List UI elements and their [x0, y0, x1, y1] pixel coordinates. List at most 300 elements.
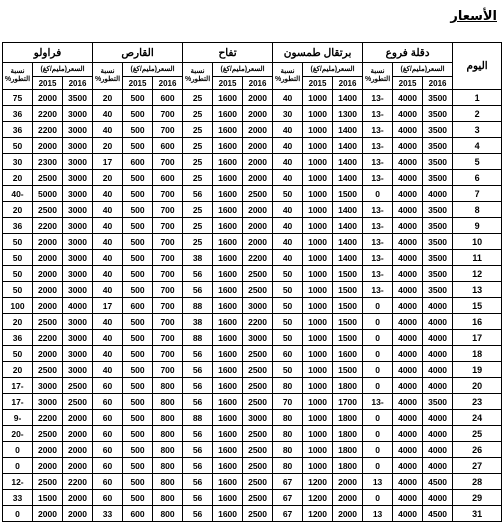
price-2016-cell: 3500 [423, 122, 453, 138]
change-percent-cell: 50 [273, 282, 303, 298]
year-2016-header: 2016 [333, 77, 363, 90]
change-percent-cell: 88 [183, 330, 213, 346]
change-percent-cell: 0 [363, 298, 393, 314]
change-percent-cell: 20 [3, 202, 33, 218]
price-2016-cell: 1800 [333, 410, 363, 426]
change-percent-cell: 67 [273, 506, 303, 522]
table-row [3, 138, 502, 154]
change-percent-cell: 67 [273, 490, 303, 506]
change-percent-cell: 40 [93, 106, 123, 122]
change-percent-cell: 20- [3, 426, 33, 442]
price-2016-cell: 2000 [333, 506, 363, 522]
day-cell: 24 [453, 410, 502, 426]
change-percent-cell: 0 [363, 442, 393, 458]
year-2016-header: 2016 [423, 77, 453, 90]
change-percent-cell: 40 [93, 330, 123, 346]
change-percent-cell: 50 [273, 186, 303, 202]
change-percent-cell: 20 [93, 90, 123, 106]
price-2015-cell: 4000 [393, 458, 423, 474]
price-2016-cell: 1600 [333, 346, 363, 362]
change-percent-cell: 0 [3, 442, 33, 458]
price-2015-cell: 3000 [33, 378, 63, 394]
price-2015-cell: 2000 [33, 458, 63, 474]
price-2016-cell: 2000 [333, 474, 363, 490]
price-2016-cell: 700 [153, 314, 183, 330]
table-row [3, 202, 502, 218]
price-2015-cell: 500 [123, 490, 153, 506]
price-2016-cell: 800 [153, 458, 183, 474]
change-percent-cell: 80 [273, 442, 303, 458]
price-2015-cell: 500 [123, 458, 153, 474]
change-percent-cell: 13- [363, 122, 393, 138]
price-2016-cell: 3500 [423, 202, 453, 218]
price-2015-cell: 1600 [213, 442, 243, 458]
price-2015-cell: 4000 [393, 282, 423, 298]
price-2015-cell: 600 [123, 506, 153, 522]
price-2016-cell: 2500 [243, 186, 273, 202]
price-2015-cell: 1000 [303, 314, 333, 330]
change-percent-cell: 30 [3, 154, 33, 170]
change-percent-cell: 13- [363, 90, 393, 106]
price-2016-cell: 700 [153, 266, 183, 282]
change-percent-cell: 36 [3, 122, 33, 138]
day-cell: 28 [453, 474, 502, 490]
change-percent-cell: 13- [363, 282, 393, 298]
price-2015-cell: 1000 [303, 346, 333, 362]
product-header-orange: برتقال طمسون [273, 43, 363, 63]
price-2015-cell: 500 [123, 394, 153, 410]
price-2016-cell: 3000 [63, 362, 93, 378]
price-2016-cell: 700 [153, 362, 183, 378]
change-percent-cell: 100 [3, 298, 33, 314]
price-2016-cell: 2000 [243, 170, 273, 186]
change-percent-cell: 50 [3, 346, 33, 362]
price-2015-cell: 2000 [33, 298, 63, 314]
table-row [3, 346, 502, 362]
change-percent-cell: 0 [3, 458, 33, 474]
change-percent-cell: 60 [93, 378, 123, 394]
year-2015-header: 2015 [213, 77, 243, 90]
price-2015-cell: 1000 [303, 426, 333, 442]
product-header-apple: تفاح [183, 43, 273, 63]
price-2016-cell: 3000 [63, 218, 93, 234]
price-2016-cell: 1400 [333, 122, 363, 138]
price-2016-cell: 4000 [423, 458, 453, 474]
change-percent-header: نسبة التطور% [363, 63, 393, 90]
change-percent-cell: 40 [93, 234, 123, 250]
price-2015-cell: 2200 [33, 410, 63, 426]
table-row [3, 442, 502, 458]
price-2015-cell: 4000 [393, 138, 423, 154]
price-2016-cell: 1300 [333, 106, 363, 122]
year-2015-header: 2015 [33, 77, 63, 90]
price-2015-cell: 2200 [33, 218, 63, 234]
price-2016-cell: 1400 [333, 170, 363, 186]
day-cell: 8 [453, 202, 502, 218]
price-2016-cell: 700 [153, 186, 183, 202]
price-2015-cell: 4000 [393, 490, 423, 506]
price-2015-cell: 1000 [303, 122, 333, 138]
price-2015-cell: 4000 [393, 394, 423, 410]
change-percent-cell: 30 [273, 106, 303, 122]
price-2015-cell: 1600 [213, 474, 243, 490]
price-2015-cell: 1000 [303, 218, 333, 234]
price-2015-cell: 500 [123, 234, 153, 250]
table-row [3, 394, 502, 410]
price-2015-cell: 500 [123, 138, 153, 154]
change-percent-cell: 40 [93, 362, 123, 378]
year-2015-header: 2015 [303, 77, 333, 90]
price-2015-cell: 500 [123, 170, 153, 186]
price-2016-cell: 3000 [63, 122, 93, 138]
price-2016-cell: 1800 [333, 426, 363, 442]
price-2016-cell: 4000 [423, 186, 453, 202]
price-2015-cell: 500 [123, 122, 153, 138]
table-row [3, 330, 502, 346]
price-2016-cell: 1500 [333, 362, 363, 378]
price-2016-cell: 800 [153, 410, 183, 426]
price-2015-cell: 4000 [393, 330, 423, 346]
price-2016-cell: 700 [153, 250, 183, 266]
price-2015-cell: 4000 [393, 442, 423, 458]
day-cell: 12 [453, 266, 502, 282]
change-percent-header: نسبة التطور% [183, 63, 213, 90]
change-percent-cell: 33 [3, 490, 33, 506]
price-2016-cell: 3000 [63, 186, 93, 202]
price-2016-cell: 3000 [63, 330, 93, 346]
price-2015-cell: 2000 [33, 266, 63, 282]
price-2015-cell: 2000 [33, 138, 63, 154]
change-percent-cell: 40- [3, 186, 33, 202]
change-percent-cell: 0 [363, 426, 393, 442]
price-2015-cell: 1600 [213, 458, 243, 474]
change-percent-cell: 40 [273, 170, 303, 186]
price-2016-cell: 3000 [63, 170, 93, 186]
price-2016-cell: 1400 [333, 202, 363, 218]
price-2015-cell: 4000 [393, 362, 423, 378]
product-header-dates: دقلة فروع [363, 43, 453, 63]
price-2015-cell: 4000 [393, 234, 423, 250]
price-2016-cell: 4000 [423, 330, 453, 346]
price-2015-cell: 1600 [213, 234, 243, 250]
price-2015-cell: 1600 [213, 330, 243, 346]
price-2015-cell: 1600 [213, 282, 243, 298]
price-2015-cell: 1000 [303, 250, 333, 266]
change-percent-cell: 25 [183, 122, 213, 138]
price-2016-cell: 800 [153, 474, 183, 490]
price-2016-cell: 800 [153, 426, 183, 442]
price-2015-cell: 1600 [213, 186, 243, 202]
change-percent-cell: 60 [93, 410, 123, 426]
price-2015-cell: 4000 [393, 170, 423, 186]
price-2016-cell: 2000 [243, 90, 273, 106]
change-percent-cell: 13- [363, 266, 393, 282]
price-2015-cell: 2000 [33, 234, 63, 250]
day-cell: 10 [453, 234, 502, 250]
price-2016-cell: 1800 [333, 458, 363, 474]
price-2016-cell: 3000 [243, 298, 273, 314]
day-cell: 17 [453, 330, 502, 346]
price-2016-cell: 3500 [423, 90, 453, 106]
price-2016-cell: 3000 [63, 346, 93, 362]
price-2016-cell: 800 [153, 378, 183, 394]
change-percent-cell: 38 [183, 314, 213, 330]
price-2015-cell: 2200 [33, 122, 63, 138]
change-percent-cell: 40 [273, 202, 303, 218]
change-percent-cell: 0 [363, 314, 393, 330]
price-2016-cell: 1800 [333, 378, 363, 394]
price-2016-cell: 2200 [63, 474, 93, 490]
price-2015-cell: 1600 [213, 138, 243, 154]
price-2016-cell: 700 [153, 282, 183, 298]
price-2015-cell: 5000 [33, 186, 63, 202]
change-percent-cell: 36 [3, 218, 33, 234]
price-2016-cell: 1700 [333, 394, 363, 410]
price-2016-cell: 1400 [333, 250, 363, 266]
change-percent-cell: 13- [363, 234, 393, 250]
change-percent-cell: 40 [93, 314, 123, 330]
day-cell: 20 [453, 378, 502, 394]
price-2015-cell: 1600 [213, 426, 243, 442]
price-2016-cell: 2500 [243, 394, 273, 410]
price-2016-cell: 700 [153, 202, 183, 218]
price-2016-cell: 1500 [333, 298, 363, 314]
change-percent-cell: 60 [273, 346, 303, 362]
day-cell: 5 [453, 154, 502, 170]
price-2015-cell: 1000 [303, 138, 333, 154]
price-2015-cell: 1000 [303, 330, 333, 346]
change-percent-cell: 0 [363, 378, 393, 394]
price-2016-cell: 2500 [243, 426, 273, 442]
price-2015-cell: 2200 [33, 330, 63, 346]
price-2015-cell: 1000 [303, 154, 333, 170]
price-2016-cell: 4000 [63, 298, 93, 314]
change-percent-cell: 56 [183, 442, 213, 458]
price-2016-cell: 3500 [423, 234, 453, 250]
table-row [3, 298, 502, 314]
change-percent-cell: 0 [363, 330, 393, 346]
price-2015-cell: 1600 [213, 122, 243, 138]
price-2016-cell: 700 [153, 330, 183, 346]
change-percent-cell: 40 [273, 218, 303, 234]
price-2015-cell: 1600 [213, 346, 243, 362]
price-2016-cell: 2200 [243, 314, 273, 330]
price-2015-cell: 1600 [213, 378, 243, 394]
price-2016-cell: 2000 [63, 410, 93, 426]
change-percent-cell: 13- [363, 202, 393, 218]
change-percent-cell: 36 [3, 330, 33, 346]
price-2015-cell: 1000 [303, 282, 333, 298]
price-2015-cell: 2500 [33, 426, 63, 442]
table-row [3, 186, 502, 202]
price-2016-cell: 2500 [243, 282, 273, 298]
day-cell: 4 [453, 138, 502, 154]
change-percent-cell: 13 [363, 474, 393, 490]
price-2015-cell: 1000 [303, 170, 333, 186]
price-2015-cell: 1200 [303, 490, 333, 506]
price-2016-cell: 4000 [423, 362, 453, 378]
change-percent-cell: 80 [273, 426, 303, 442]
price-2016-cell: 4000 [423, 346, 453, 362]
price-2015-cell: 1600 [213, 314, 243, 330]
change-percent-cell: 25 [183, 106, 213, 122]
change-percent-cell: 40 [93, 218, 123, 234]
price-2016-cell: 2500 [243, 490, 273, 506]
day-cell: 9 [453, 218, 502, 234]
table-row [3, 90, 502, 106]
table-row [3, 250, 502, 266]
price-2015-cell: 500 [123, 330, 153, 346]
price-2016-cell: 2000 [63, 458, 93, 474]
price-2015-cell: 4000 [393, 218, 423, 234]
table-row [3, 170, 502, 186]
price-2016-cell: 3000 [243, 330, 273, 346]
price-2016-cell: 2500 [63, 394, 93, 410]
change-percent-cell: 17 [93, 298, 123, 314]
change-percent-cell: 40 [273, 90, 303, 106]
price-2015-cell: 1600 [213, 410, 243, 426]
price-2016-cell: 2500 [243, 378, 273, 394]
price-2016-cell: 2000 [243, 154, 273, 170]
change-percent-cell: 60 [93, 458, 123, 474]
table-row [3, 362, 502, 378]
price-2015-cell: 500 [123, 426, 153, 442]
price-2016-cell: 3000 [63, 282, 93, 298]
day-cell: 1 [453, 90, 502, 106]
change-percent-cell: 20 [93, 138, 123, 154]
change-percent-header: نسبة التطور% [273, 63, 303, 90]
price-2015-cell: 1000 [303, 106, 333, 122]
day-cell: 16 [453, 314, 502, 330]
change-percent-cell: 17 [93, 154, 123, 170]
price-2016-cell: 600 [153, 170, 183, 186]
price-2016-cell: 700 [153, 298, 183, 314]
change-percent-cell: 17- [3, 394, 33, 410]
change-percent-cell: 40 [273, 234, 303, 250]
price-2015-cell: 1600 [213, 218, 243, 234]
price-2016-cell: 1400 [333, 138, 363, 154]
price-2015-cell: 2000 [33, 346, 63, 362]
price-2015-cell: 4000 [393, 186, 423, 202]
day-cell: 27 [453, 458, 502, 474]
change-percent-cell: 25 [183, 202, 213, 218]
price-2015-cell: 2500 [33, 314, 63, 330]
price-2016-cell: 2000 [243, 138, 273, 154]
table-row [3, 234, 502, 250]
price-2015-cell: 1000 [303, 234, 333, 250]
price-2016-cell: 3000 [63, 250, 93, 266]
price-2015-cell: 2300 [33, 154, 63, 170]
price-2016-cell: 2000 [63, 490, 93, 506]
price-2016-cell: 3500 [423, 170, 453, 186]
price-2016-cell: 1400 [333, 234, 363, 250]
price-2015-cell: 2500 [33, 170, 63, 186]
price-2016-cell: 2000 [63, 442, 93, 458]
change-percent-cell: 25 [183, 90, 213, 106]
change-percent-cell: 56 [183, 490, 213, 506]
price-2015-cell: 1600 [213, 506, 243, 522]
price-2016-cell: 3500 [423, 394, 453, 410]
change-percent-cell: 60 [93, 442, 123, 458]
day-cell: 23 [453, 394, 502, 410]
price-2016-cell: 700 [153, 234, 183, 250]
table-row [3, 106, 502, 122]
price-2016-cell: 4500 [423, 506, 453, 522]
price-2015-cell: 500 [123, 282, 153, 298]
price-2015-cell: 1600 [213, 90, 243, 106]
price-2016-cell: 2500 [243, 474, 273, 490]
day-cell: 29 [453, 490, 502, 506]
change-percent-cell: 9- [3, 410, 33, 426]
change-percent-cell: 56 [183, 506, 213, 522]
change-percent-cell: 75 [3, 90, 33, 106]
price-2015-cell: 500 [123, 410, 153, 426]
price-2015-cell: 2000 [33, 282, 63, 298]
price-table-container [2, 42, 502, 522]
price-2015-cell: 2000 [33, 250, 63, 266]
price-2016-cell: 3000 [63, 314, 93, 330]
price-2015-cell: 1000 [303, 298, 333, 314]
price-2016-cell: 2000 [63, 426, 93, 442]
price-2016-cell: 800 [153, 490, 183, 506]
price-2015-cell: 500 [123, 266, 153, 282]
change-percent-cell: 80 [273, 378, 303, 394]
price-2015-cell: 4000 [393, 426, 423, 442]
price-2015-cell: 500 [123, 218, 153, 234]
price-2015-cell: 600 [123, 298, 153, 314]
table-row [3, 506, 502, 522]
change-percent-cell: 88 [183, 410, 213, 426]
price-2015-cell: 1000 [303, 186, 333, 202]
price-2015-cell: 2200 [33, 106, 63, 122]
change-percent-header: نسبة التطور% [3, 63, 33, 90]
price-2015-cell: 500 [123, 378, 153, 394]
change-percent-cell: 20 [93, 170, 123, 186]
day-cell: 15 [453, 298, 502, 314]
change-percent-cell: 60 [93, 490, 123, 506]
table-row [3, 458, 502, 474]
price-header: السعر(مليم/كغ) [393, 63, 453, 77]
price-2015-cell: 2500 [33, 202, 63, 218]
price-2016-cell: 2200 [243, 250, 273, 266]
table-row [3, 282, 502, 298]
price-2016-cell: 3500 [423, 106, 453, 122]
day-cell: 18 [453, 346, 502, 362]
price-2016-cell: 3000 [63, 234, 93, 250]
price-2015-cell: 4000 [393, 106, 423, 122]
price-2015-cell: 4000 [393, 154, 423, 170]
price-2015-cell: 4000 [393, 122, 423, 138]
price-2015-cell: 2000 [33, 90, 63, 106]
price-2016-cell: 800 [153, 506, 183, 522]
change-percent-cell: 0 [3, 506, 33, 522]
price-2015-cell: 1000 [303, 90, 333, 106]
price-2016-cell: 3500 [423, 250, 453, 266]
page-title: الأسعار [450, 9, 497, 24]
change-percent-cell: 50 [273, 298, 303, 314]
price-2016-cell: 3500 [423, 218, 453, 234]
price-header: السعر(مليم/كغ) [303, 63, 363, 77]
price-2016-cell: 4000 [423, 490, 453, 506]
price-2015-cell: 4000 [393, 250, 423, 266]
change-percent-cell: 50 [273, 330, 303, 346]
price-2015-cell: 4000 [393, 298, 423, 314]
price-2016-cell: 1500 [333, 314, 363, 330]
change-percent-cell: 40 [93, 250, 123, 266]
table-row [3, 410, 502, 426]
change-percent-cell: 56 [183, 282, 213, 298]
price-2016-cell: 800 [153, 442, 183, 458]
